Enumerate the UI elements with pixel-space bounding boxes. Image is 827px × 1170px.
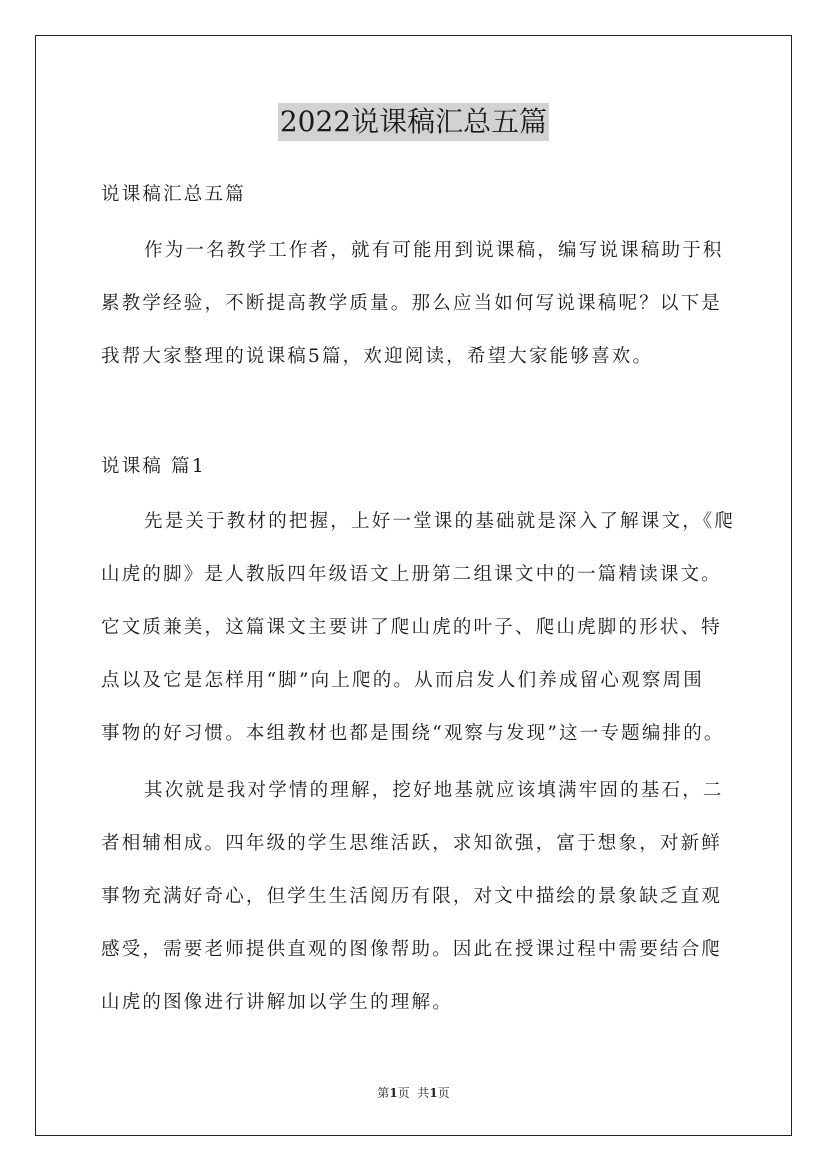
document-title: 2022说课稿汇总五篇 [278, 103, 549, 141]
paragraph-line: 者相辅相成。四年级的学生思维活跃，求知欲强，富于想象，对新鲜 [101, 833, 723, 854]
paragraph-line: 山虎的脚》是人教版四年级语文上册第二组课文中的一篇精读课文。 [101, 564, 723, 585]
paragraph-line: 山虎的图像进行讲解加以学生的理解。 [101, 992, 453, 1013]
title-container [0, 103, 827, 141]
paragraph-line: 先是关于教材的把握，上好一堂课的基础就是深入了解课文，《爬 [144, 511, 736, 532]
section-heading: 说课稿 篇1 [101, 456, 206, 477]
page-footer [0, 1084, 827, 1101]
paragraph-line: 其次就是我对学情的理解，挖好地基就应该填满牢固的基石，二 [144, 780, 724, 801]
paragraph-line: 它文质兼美，这篇课文主要讲了爬山虎的叶子、爬山虎脚的形状、特 [101, 617, 723, 638]
paragraph-line: 感受，需要老师提供直观的图像帮助。因此在授课过程中需要结合爬 [101, 939, 723, 960]
page-total: 1 [429, 1086, 438, 1100]
intro-line: 我帮大家整理的说课稿5篇，欢迎阅读，希望大家能够喜欢。 [101, 346, 654, 367]
page-suffix: 页 [437, 1086, 450, 1100]
paragraph-line: 事物充满好奇心，但学生生活阅历有限，对文中描绘的景象缺乏直观 [101, 886, 723, 907]
intro-line: 累教学经验，不断提高教学质量。那么应当如何写说课稿呢？以下是 [101, 293, 723, 314]
page-mid: 页 共 [397, 1086, 430, 1100]
paragraph-line: 事物的好习惯。本组教材也都是围绕“观察与发现”这一专题编排的。 [101, 723, 725, 744]
page-current: 1 [389, 1086, 398, 1100]
page-prefix: 第 [377, 1086, 390, 1100]
paragraph-line: 点以及它是怎样用“脚”向上爬的。从而启发人们养成留心观察周围 [101, 670, 704, 691]
intro-line: 作为一名教学工作者，就有可能用到说课稿，编写说课稿助于积 [144, 240, 724, 261]
document-subtitle: 说课稿汇总五篇 [101, 184, 246, 205]
